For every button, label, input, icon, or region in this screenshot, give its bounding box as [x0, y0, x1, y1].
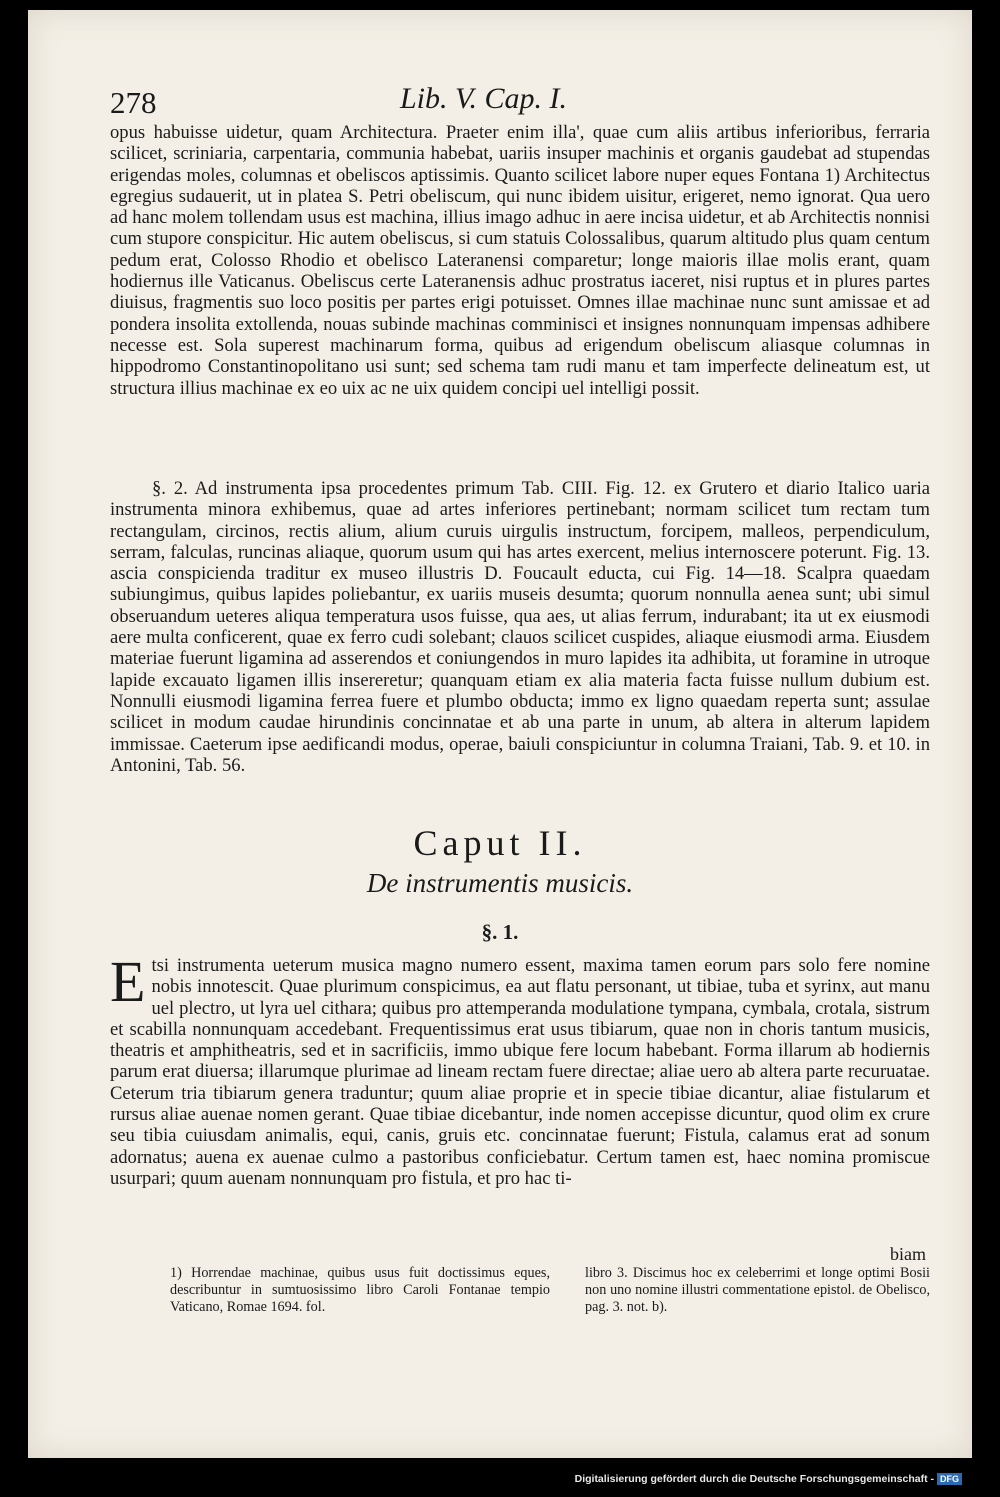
footnote-right: libro 3. Discimus hoc ex celeberrimi et longe optimi Bosii non uno nomine illustri commentatione epistol. de Obelisco, pag. 3. not. b). — [585, 1265, 930, 1315]
paragraph-3-body: tsi instrumenta ueterum musica magno numero essent, maxima tamen eorum pars solo fere nomine nobis innotescit. Quae plurimum conspicimus, ea aut flatu personant, ut tibiae, tuba et syrinx, aut manu uel plectro, ut lyra uel cithara; quibus pro attemperanda modulatione tympana, cymbala, crotala, sistrum et scabilla nonnunquam accedebant. Frequentissimus erat usus tibiarum, quae non in choris tantum musicis, theatris et amphitheatris, sed et in sacrificiis, immo ubique fere locum habebant. Forma illarum ab hodiernis parum erat diuersa; illarumque plurimae ad lineam rectam fuere directae; aliae uero ab altera parte recuruatae. Ceterum tria tibiarum genera traduntur; quum aliae proprie et in specie tibiae dicantur, aliae fistularum et rursus aliae auenae nomen gerant. Quae tibiae dicebantur, inde nomen accepisse dicuntur, quod olim ex crure seu tibia cuiusdam animalis, equi, canis, gruis etc. concinnatae fuerunt; Fistula, calamus erat ad sonum adornatus; auena ex auenae culmo a pastoribus conficiebatur. Certum tamen est, haec nomina promiscue usurpari; quum auenam nonnunquam pro fistula, et pro hac ti- — [110, 955, 930, 1189]
chapter-heading: Caput II. — [413, 823, 587, 863]
page-number: 278 — [110, 85, 157, 120]
running-head: Lib. V. Cap. I. — [400, 82, 567, 115]
catchword: biam — [890, 1244, 926, 1264]
footnote-left: 1) Horrendae machinae, quibus usus fuit doctissimus eques, describuntur in sumtuosissimo libro Caroli Fontanae tempio Vaticano, Romae 1694. fol. — [170, 1265, 550, 1315]
dfg-logo: DFG — [937, 1473, 962, 1485]
credit-text: Digitalisierung gefördert durch die Deutsche Forschungsgemeinschaft - — [574, 1473, 934, 1485]
paragraph-3 — [110, 949, 930, 1189]
paragraph-2: §. 2. Ad instrumenta ipsa procedentes primum Tab. CIII. Fig. 12. ex Grutero et diario Italico uaria instrumenta minora exhibemus, quae ad artes inferiores pertinebant; normam scilicet tum rectam tum rectangulam, circinos, rectis alium, alium curuis uirgulis instructum, forcipem, malleos, perpendiculum, serram, falculas, runcinas aliaque, quorum usum qui has artes exercent, melius internoscere poterunt. Fig. 13. ascia conspicienda traditur ex museo illustris D. Foucault educta, cui Fig. 14—18. Scalpra quaedam subiungimus, quibus lapides poliebantur, ex uariis museis desumta; quorum nonnulla aenea sunt; ubi simul obseruandum ueteres aliqua temperatura usos fuisse, qua aes, ut alias ferrum, indurabant; ita ut ex eiusmodi aere multa conficerent, quae ex ferro cudi solebant; clauos scilicet cuspides, aliaque eiusmodi arma. Eiusdem materiae fuerunt ligamina ad asserendos et coniungendos in muro lapides ita adhibita, ut foramine in utroque lapide excauato ligamen illis insereretur; quanquam etiam ex alia materia facta fuisse nullum dubium est. Nonnulli eiusmodi ligamina ferrea fuere et plumbo obducta; immo ex ligno quaedam reperta sunt; assulae scilicet in modum caudae hirundinis concinnatae et ab una parte in unum, ab altera in alterum lapidem immissae. Caeterum ipse aedificandi modus, operae, baiuli conspiciuntur in columna Traiani, Tab. 9. et 10. in Antonini, Tab. 56. — [110, 478, 930, 776]
chapter-subtitle: De instrumentis musicis. — [366, 868, 634, 898]
section-mark: §. 1. — [481, 920, 519, 944]
drop-cap: E — [110, 949, 146, 1014]
digitization-credit — [575, 1473, 962, 1485]
paragraph-1: opus habuisse uidetur, quam Architectura. Praeter enim illa', quae cum aliis artibus inferioribus, ferraria scilicet, scriniaria, carpentaria, communia habebat, uariis insuper machinis et organis gaudebat ad stupendas erigendas moles, columnas et obeliscos aptissimis. Quanto scilicet labore nuper eques Fontana 1) Architectus egregius sudauerit, ut in platea S. Petri obeliscum, qui nunc ibidem uisitur, erigeret, nemo ignorat. Qua uero ad hanc molem tollendam usus est machina, illius imago adhuc in aere incisa uidetur, et ab Architectis nonnisi cum stupore conspicitur. Hic autem obeliscus, si cum statuis Colossalibus, quarum altitudo plus quam centum pedum erat, Colosso Rhodio et obelisco Lateranensi comparetur; longe maioris illae molis erant, quam hodiernus ille Vaticanus. Obeliscus certe Lateranensis adhuc prostratus iaceret, nisi ruptus et in plures partes diuisus, fragmentis suo loco positis per partes erigi potuisset. Omnes illae machinae nunc sunt amissae et ad pondera insolita extollenda, nouas subinde machinas comminisci et insignes nonnunquam impensas adhibere necesse est. Sola superest machinarum forma, quibus ad erigendum obeliscum aliasque columnas in hippodromo Constantinopolitano usi sunt; sed schema tam rudi manu et tam imperfecte delineatum est, ut structura illius machinae ex eo uix ac ne uix quidem concipi uel intelligi possit. — [110, 122, 930, 399]
